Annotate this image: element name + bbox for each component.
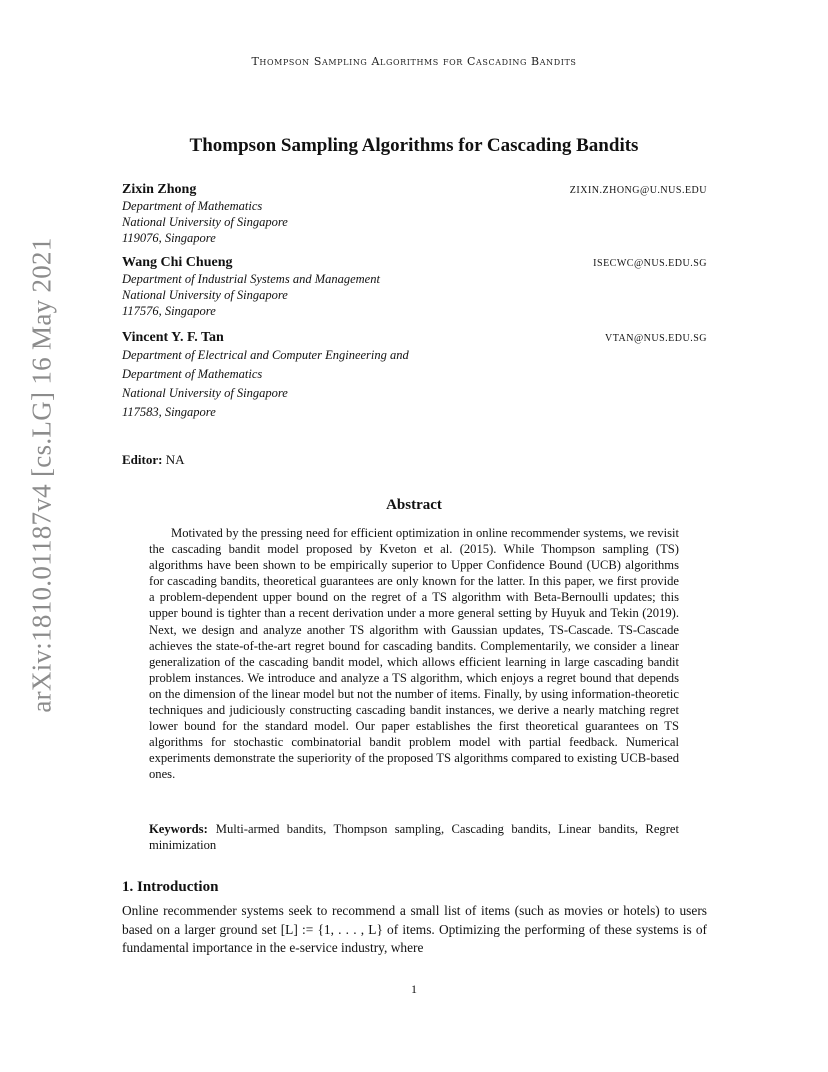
editor-line [122,452,184,468]
keywords-text: Multi-armed bandits, Thompson sampling, Cascading bandits, Linear bandits, Regret minimization [149,822,679,852]
author-name: Zixin Zhong [122,182,197,197]
keywords-label: Keywords: [149,822,208,836]
affiliation-line: 117576, Singapore [122,304,216,318]
affiliation-line: National University of Singapore [122,215,288,229]
author-block-3 [122,330,707,422]
affiliation-line: 117583, Singapore [122,405,216,419]
affiliation-line: Department of Industrial Systems and Management [122,272,380,286]
page-number: 1 [411,982,417,996]
section-heading-introduction: 1. Introduction [122,879,219,895]
affiliation-line: Department of Mathematics [122,199,263,213]
paper-title: Thompson Sampling Algorithms for Cascading Bandits [189,135,639,156]
author-block-2 [122,255,707,319]
editor-value: NA [165,452,185,467]
affiliation-line: Department of Mathematics [122,367,263,381]
introduction-body: Online recommender systems seek to recommend a small list of items (such as movies or hotels) to users based on a larger ground set [L] := {1, . . . , L} of items. Optimizing the performing of these systems is of fundamental importance in the e-service industry, where [122,903,707,955]
author-name: Vincent Y. F. Tan [122,330,224,345]
affiliation-line: 119076, Singapore [122,231,216,245]
affiliation-line: National University of Singapore [122,288,288,302]
author-email[interactable]: VTAN@NUS.EDU.SG [604,333,707,344]
affiliation-line: National University of Singapore [122,386,288,400]
running-head: Thompson Sampling Algorithms for Cascading Bandits [251,55,577,68]
author-block-1 [122,182,707,246]
editor-label: Editor: [122,452,163,467]
author-name: Wang Chi Chueng [122,255,233,270]
arxiv-identifier-stamp[interactable]: arXiv:1810.01187v4 [cs.LG] 16 May 2021 [26,237,57,713]
author-email[interactable]: ISECWC@NUS.EDU.SG [593,258,707,269]
abstract-body: Motivated by the pressing need for efficient optimization in online recommender systems, we revisit the cascading bandit model proposed by Kveton et al. (2015). While Thompson sampling (TS) algorithms have been shown to be empirically superior to Upper Confidence Bound (UCB) algorithms for cascading bandits, theoretical guarantees are only known for the latter. In this paper, we first provide a problem-dependent upper bound on the regret of a TS algorithm with Beta-Bernoulli updates; this upper bound is tighter than a recent derivation under a more general setting by Huyuk and Tekin (2019). Next, we design and analyze another TS algorithm with Gaussian updates, TS-Cascade. TS-Cascade achieves the state-of-the-art regret bound for cascading bandits. Complementarily, we consider a linear generalization of the cascading bandit model, which allows efficient learning in large cascading bandit problem instances. We introduce and analyze a TS algorithm, which enjoys a regret bound that depends on the dimension of the linear model but not the number of items. Finally, by using information-theoretic techniques and judiciously constructing cascading bandit instances, we derive a nearly matching regret lower bound for the standard model. Our paper establishes the first theoretical guarantees on TS algorithms for stochastic combinatorial bandit problem model with partial feedback. Numerical experiments demonstrate the superiority of the proposed TS algorithms compared to existing UCB-based ones. [149,526,679,782]
keywords [149,821,679,853]
author-email[interactable]: ZIXIN.ZHONG@U.NUS.EDU [569,185,707,196]
abstract-heading: Abstract [386,497,442,513]
affiliation-line: Department of Electrical and Computer Engineering and [122,348,409,362]
